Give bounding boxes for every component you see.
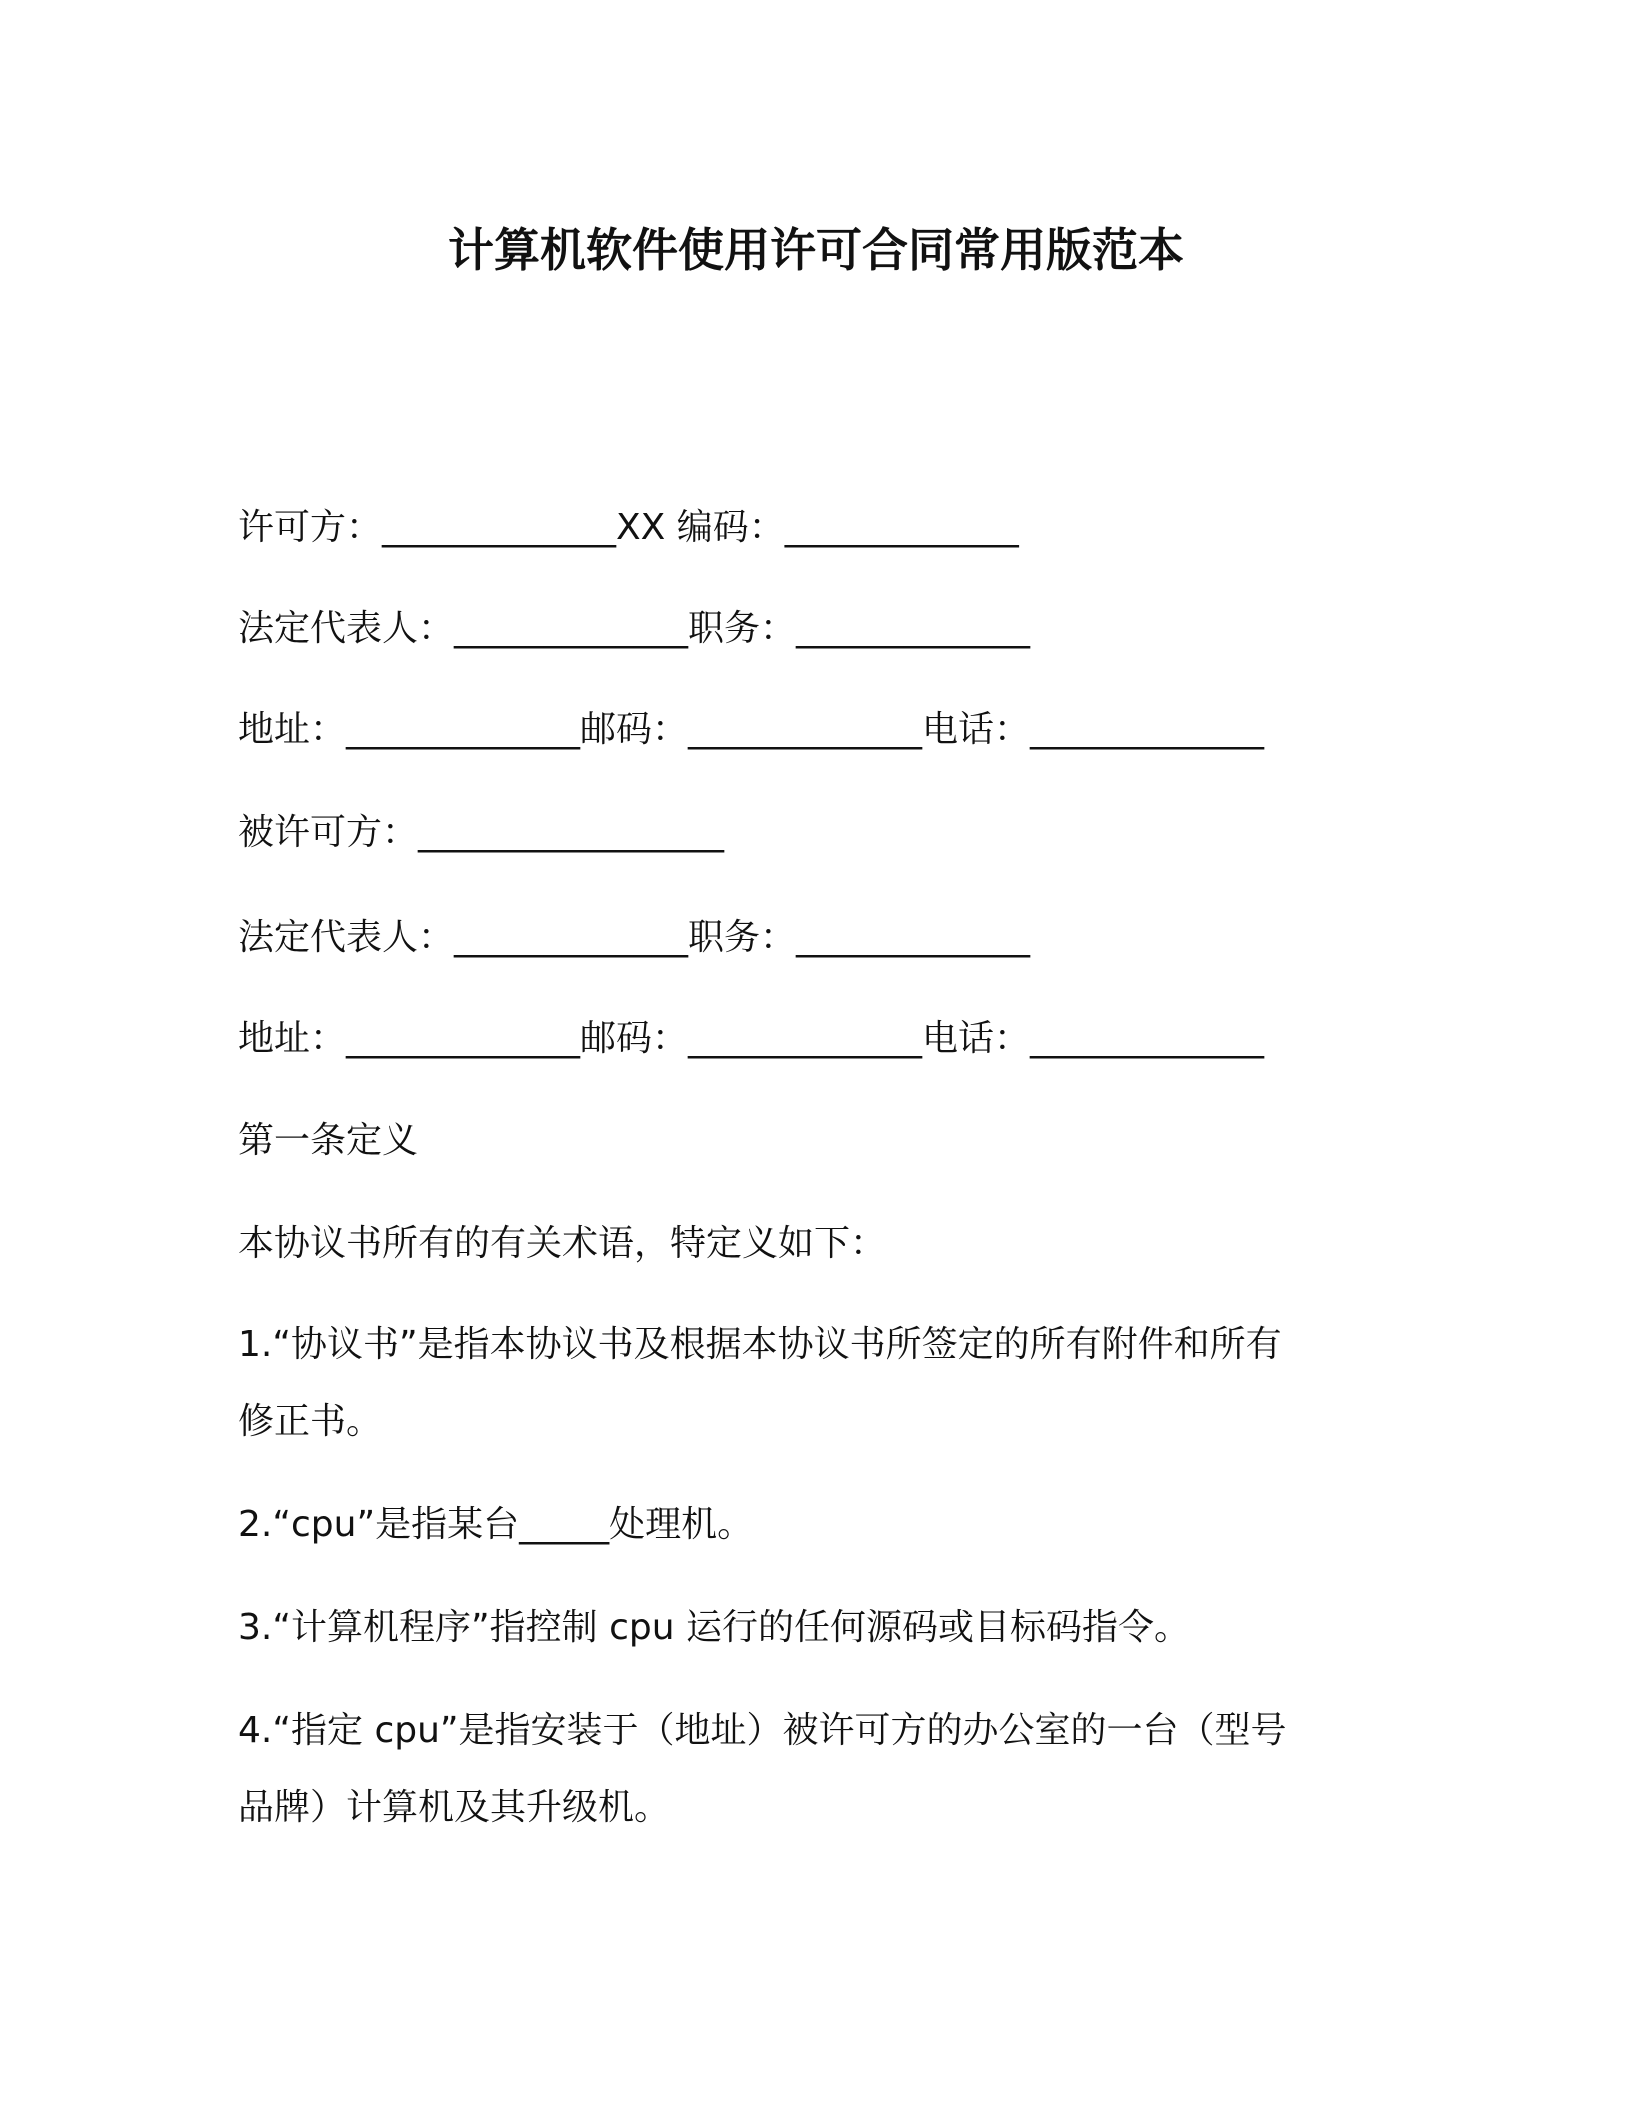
licensor-address-line: 地址：_____________邮码：_____________电话：_____________: [238, 709, 1265, 750]
definition-item-4: 4.“指定 cpu”是指安装于（地址）被许可方的办公室的一台（型号: [238, 1710, 1287, 1751]
definition-item-4-continued: 品牌）计算机及其升级机。: [238, 1787, 671, 1828]
document-title: 计算机软件使用许可合同常用版范本: [448, 223, 1184, 277]
definition-item-3: 3.“计算机程序”指控制 cpu 运行的任何源码或目标码指令。: [238, 1607, 1190, 1648]
licensee-address-line: 地址：_____________邮码：_____________电话：_____________: [238, 1018, 1265, 1059]
licensee-representative-line: 法定代表人：_____________职务：_____________: [238, 917, 1031, 958]
licensor-line: 许可方：_____________XX 编码：_____________: [238, 507, 1019, 548]
article-one-heading: 第一条定义: [238, 1120, 419, 1161]
definitions-intro: 本协议书所有的有关术语，特定义如下：: [238, 1223, 887, 1264]
licensor-representative-line: 法定代表人：_____________职务：_____________: [238, 608, 1031, 649]
definition-item-1: 1.“协议书”是指本协议书及根据本协议书所签定的所有附件和所有: [238, 1324, 1282, 1365]
licensee-line: 被许可方：_________________: [238, 812, 725, 853]
definition-item-2: 2.“cpu”是指某台_____处理机。: [238, 1504, 754, 1545]
definition-item-1-continued: 修正书。: [238, 1401, 383, 1442]
